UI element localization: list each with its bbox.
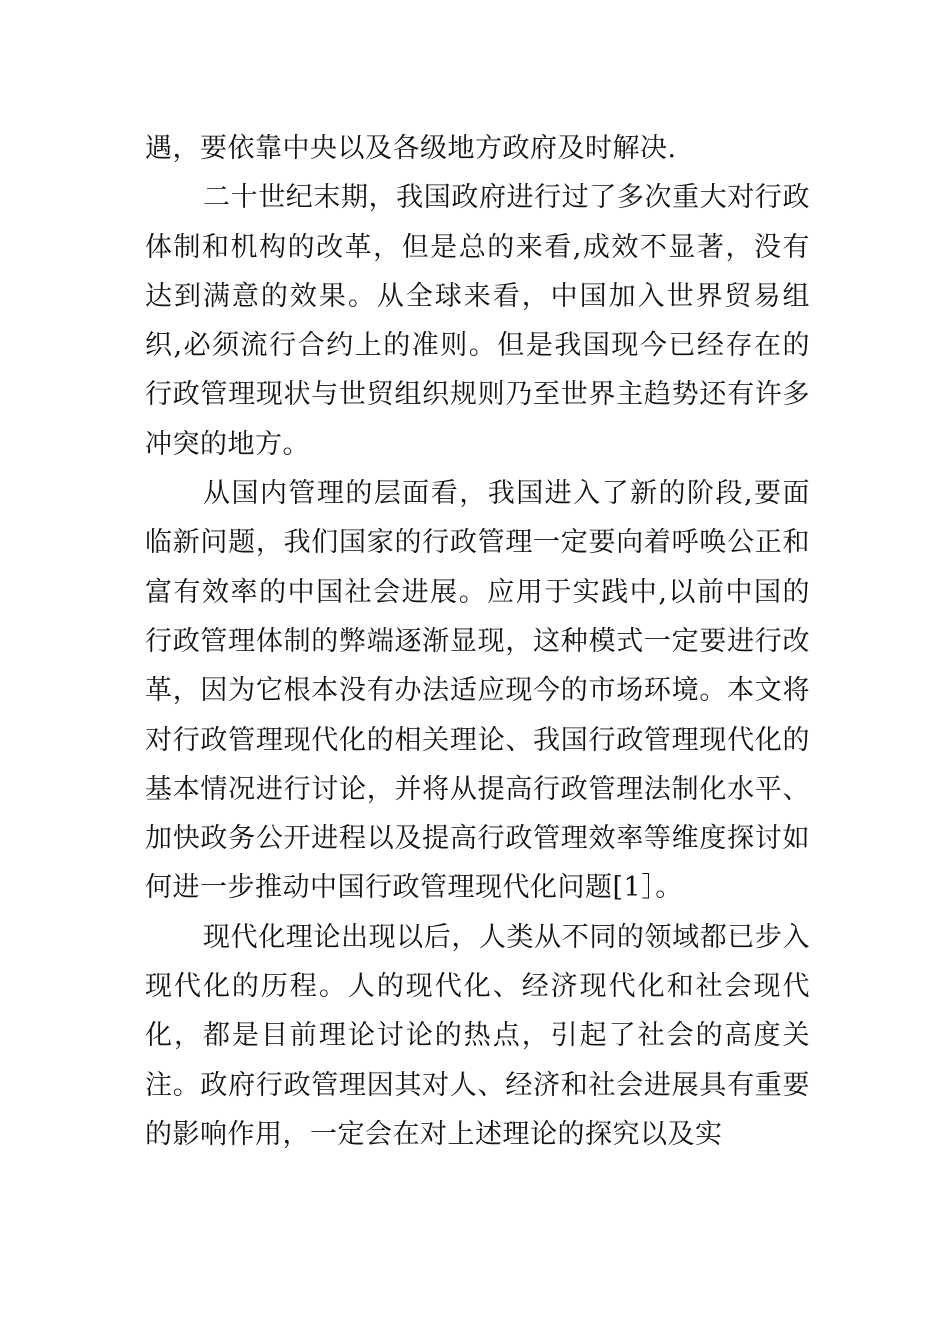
paragraph-reform-history: 二十世纪末期，我国政府进行过了多次重大对行政体制和机构的改革，但是总的来看,成效不显著，没有达到满意的效果。从全球来看，中国加入世界贸易组织,必须流行合约上的准则。但是我国现今已经存在的行政管理现状与世贸组织规则乃至世界主趋势还有许多冲突的地方。 [145,182,810,460]
paragraph-domestic-management: 从国内管理的层面看，我国进入了新的阶段,要面临新问题，我们国家的行政管理一定要向着呼唤公正和富有效率的中国社会进展。应用于实践中,以前中国的行政管理体制的弊端逐渐显现，这种模式一定要进行改革，因为它根本没有办法适应现今的市场环境。本文将对行政管理现代化的相关理论、我国行政管理现代化的基本情况进行讨论，并将从提高行政管理法制化水平、加快政务公开进程以及提高行政管理效率等维度探讨如何进一步推动中国行政管理现代化问题[1］。 [145,478,810,904]
paragraph-modernization-theory: 现代化理论出现以后，人类从不同的领域都已步入现代化的历程。人的现代化、经济现代化和社会现代化，都是目前理论讨论的热点，引起了社会的高度关注。政府行政管理因其对人、经济和社会进展具有重要的影响作用，一定会在对上述理论的探究以及实 [145,921,810,1150]
paragraph-continued: 遇，要依靠中央以及各级地方政府及时解决. [145,133,677,164]
